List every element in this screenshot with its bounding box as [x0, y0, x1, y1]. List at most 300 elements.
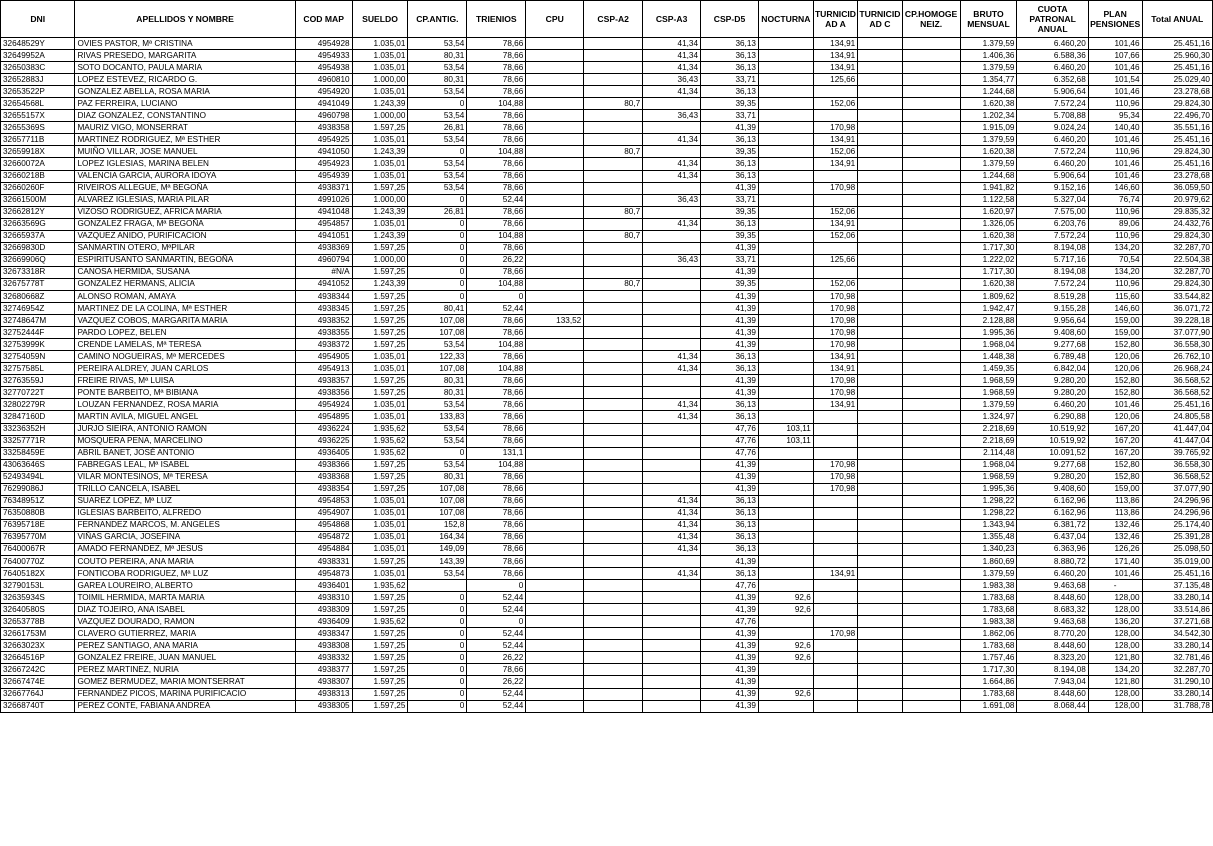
cell-cpu: [526, 652, 584, 664]
cell-sueldo: 1.597,25: [352, 266, 408, 278]
cell-turnicidad-a: [813, 86, 857, 98]
cell-bruto-mensual: 1.406,36: [960, 50, 1017, 62]
cell-cod-map: 4954872: [295, 531, 352, 543]
cell-nocturna: [758, 134, 813, 146]
cell-dni: 32673318R: [1, 266, 75, 278]
cell-nocturna: [758, 303, 813, 315]
cell-csp-a3: [643, 676, 701, 688]
cell-nocturna: 92,6: [758, 592, 813, 604]
cell-cpu: [526, 459, 584, 471]
cell-nocturna: [758, 616, 813, 628]
cell-csp-a3: [643, 266, 701, 278]
cell-turnicidad-c: [858, 254, 902, 266]
cell-sueldo: 1.597,25: [352, 700, 408, 712]
cell-turnicidad-c: [858, 170, 902, 182]
cell-csp-d5: 41,39: [701, 375, 759, 387]
cell-sueldo: 1.935,62: [352, 616, 408, 628]
cell-cod-map: 4938332: [295, 652, 352, 664]
cell-csp-d5: 41,39: [701, 122, 759, 134]
cell-name: GOMEZ BERMUDEZ, MARIA MONTSERRAT: [75, 676, 295, 688]
cell-cpu: [526, 640, 584, 652]
cell-csp-d5: 47,76: [701, 423, 759, 435]
table-row: [1, 568, 1213, 580]
cell-trienios: 26,22: [467, 254, 526, 266]
cell-total-anual: 41.447,04: [1142, 423, 1212, 435]
cell-csp-a3: [643, 230, 701, 242]
cell-bruto-mensual: 1.995,36: [960, 483, 1017, 495]
cell-csp-a3: 41,34: [643, 568, 701, 580]
cell-csp-a2: [584, 170, 643, 182]
cell-csp-a2: [584, 580, 643, 592]
table-row: [1, 170, 1213, 182]
cell-name: GAREA LOUREIRO, ALBERTO: [75, 580, 295, 592]
cell-sueldo: 1.035,01: [352, 495, 408, 507]
cell-nocturna: [758, 628, 813, 640]
cell-plan-pensiones: 134,20: [1088, 266, 1142, 278]
cell-total-anual: 36.558,30: [1142, 339, 1212, 351]
cell-turnicidad-a: 152,06: [813, 230, 857, 242]
cell-name: PEREIRA ALDREY, JUAN CARLOS: [75, 363, 295, 375]
col-header-plan-pensiones: PLAN PENSIONES: [1088, 1, 1142, 38]
cell-total-anual: 22.504,38: [1142, 254, 1212, 266]
cell-trienios: 104,88: [467, 98, 526, 110]
cell-trienios: 78,66: [467, 218, 526, 230]
cell-cod-map: 4954925: [295, 134, 352, 146]
cell-name: PEREZ CONTE, FABIANA ANDREA: [75, 700, 295, 712]
cell-csp-d5: 36,13: [701, 50, 759, 62]
cell-sueldo: 1.000,00: [352, 74, 408, 86]
cell-plan-pensiones: 146,60: [1088, 303, 1142, 315]
cell-csp-d5: 41,39: [701, 483, 759, 495]
cell-trienios: 131,1: [467, 447, 526, 459]
cell-turnicidad-c: [858, 387, 902, 399]
cell-sueldo: 1.597,25: [352, 459, 408, 471]
cell-turnicidad-a: 152,06: [813, 146, 857, 158]
cell-sueldo: 1.243,39: [352, 146, 408, 158]
cell-trienios: 78,66: [467, 399, 526, 411]
cell-cp-homog: [902, 688, 960, 700]
cell-cpu: [526, 170, 584, 182]
cell-csp-a2: [584, 290, 643, 302]
cell-cp-homog: [902, 507, 960, 519]
cell-bruto-mensual: 1.620,38: [960, 278, 1017, 290]
cell-csp-a2: [584, 531, 643, 543]
cell-plan-pensiones: 128,00: [1088, 640, 1142, 652]
cell-cpu: [526, 423, 584, 435]
cell-turnicidad-c: [858, 122, 902, 134]
cell-cp-antig: 0: [408, 676, 467, 688]
cell-turnicidad-c: [858, 242, 902, 254]
cell-csp-d5: 36,13: [701, 519, 759, 531]
cell-name: GONZALEZ FREIRE, JUAN MANUEL: [75, 652, 295, 664]
cell-cpu: [526, 447, 584, 459]
cell-cod-map: 4938358: [295, 122, 352, 134]
col-header-cp-homog: CP.HOMOGENEIZ.: [902, 1, 960, 38]
cell-total-anual: 25.960,30: [1142, 50, 1212, 62]
table-row: [1, 182, 1213, 194]
cell-csp-a2: [584, 568, 643, 580]
cell-turnicidad-c: [858, 98, 902, 110]
table-row: [1, 158, 1213, 170]
cell-turnicidad-a: [813, 507, 857, 519]
cell-dni: 76395718E: [1, 519, 75, 531]
cell-sueldo: 1.035,01: [352, 218, 408, 230]
cell-sueldo: 1.597,25: [352, 592, 408, 604]
cell-plan-pensiones: 107,66: [1088, 50, 1142, 62]
cell-plan-pensiones: 110,96: [1088, 98, 1142, 110]
cell-nocturna: [758, 519, 813, 531]
cell-total-anual: 33.514,86: [1142, 604, 1212, 616]
col-header-turnicidad-c: TURNICIDAD C: [858, 1, 902, 38]
cell-nocturna: [758, 230, 813, 242]
cell-turnicidad-c: [858, 483, 902, 495]
cell-cpu: [526, 266, 584, 278]
cell-cp-homog: [902, 628, 960, 640]
table-row: [1, 375, 1213, 387]
cell-turnicidad-c: [858, 278, 902, 290]
cell-csp-d5: 41,39: [701, 592, 759, 604]
table-row: [1, 435, 1213, 447]
col-header-csp-d5: CSP-D5: [701, 1, 759, 38]
cell-cp-homog: [902, 399, 960, 411]
cell-turnicidad-c: [858, 290, 902, 302]
cell-cpu: [526, 568, 584, 580]
cell-csp-a3: [643, 122, 701, 134]
cell-csp-a3: 41,34: [643, 519, 701, 531]
cell-dni: 32770722T: [1, 387, 75, 399]
table-row: [1, 110, 1213, 122]
cell-cuota-patronal: 8.448,60: [1017, 640, 1088, 652]
cell-dni: 76400067R: [1, 543, 75, 555]
cell-name: CRENDE LAMELAS, Mª TERESA: [75, 339, 295, 351]
cell-turnicidad-a: 170,98: [813, 182, 857, 194]
cell-cod-map: 4941051: [295, 230, 352, 242]
cell-csp-a2: [584, 688, 643, 700]
cell-cp-homog: [902, 194, 960, 206]
cell-turnicidad-c: [858, 459, 902, 471]
cell-total-anual: 35.551,16: [1142, 122, 1212, 134]
cell-csp-a2: [584, 218, 643, 230]
cell-csp-a2: [584, 483, 643, 495]
cell-cp-antig: 0: [408, 218, 467, 230]
cell-csp-d5: 39,35: [701, 146, 759, 158]
cell-sueldo: 1.597,25: [352, 375, 408, 387]
cell-nocturna: 92,6: [758, 604, 813, 616]
cell-dni: 32657711B: [1, 134, 75, 146]
cell-plan-pensiones: 70,54: [1088, 254, 1142, 266]
cell-bruto-mensual: 1.620,38: [960, 98, 1017, 110]
cell-dni: 32763559J: [1, 375, 75, 387]
cell-csp-a3: 41,34: [643, 50, 701, 62]
cell-turnicidad-c: [858, 230, 902, 242]
cell-cp-antig: 53,54: [408, 182, 467, 194]
cell-sueldo: 1.597,25: [352, 303, 408, 315]
cell-csp-a2: [584, 459, 643, 471]
cell-sueldo: 1.035,01: [352, 170, 408, 182]
cell-turnicidad-c: [858, 266, 902, 278]
cell-total-anual: 29.824,30: [1142, 278, 1212, 290]
cell-turnicidad-c: [858, 50, 902, 62]
cell-name: VAZQUEZ ANIDO, PURIFICACION: [75, 230, 295, 242]
cell-cpu: [526, 616, 584, 628]
cell-cuota-patronal: 6.437,04: [1017, 531, 1088, 543]
cell-turnicidad-c: [858, 327, 902, 339]
cell-sueldo: 1.597,25: [352, 628, 408, 640]
cell-csp-a3: 41,34: [643, 351, 701, 363]
cell-cp-antig: 53,54: [408, 399, 467, 411]
cell-nocturna: [758, 375, 813, 387]
cell-total-anual: 41.447,04: [1142, 435, 1212, 447]
cell-csp-a3: [643, 447, 701, 459]
cell-plan-pensiones: 134,20: [1088, 242, 1142, 254]
cell-cpu: [526, 146, 584, 158]
cell-cuota-patronal: 9.024,24: [1017, 122, 1088, 134]
cell-total-anual: 24.296,96: [1142, 507, 1212, 519]
cell-name: RIVAS PRESEDO, MARGARITA: [75, 50, 295, 62]
col-header-sueldo: SUELDO: [352, 1, 408, 38]
cell-plan-pensiones: 101,54: [1088, 74, 1142, 86]
cell-csp-a2: [584, 339, 643, 351]
cell-total-anual: 36.568,52: [1142, 375, 1212, 387]
cell-dni: 32667242C: [1, 664, 75, 676]
cell-name: MARTIN AVILA, MIGUEL ANGEL: [75, 411, 295, 423]
cell-plan-pensiones: 101,46: [1088, 568, 1142, 580]
cell-cpu: [526, 556, 584, 568]
cell-total-anual: 37.077,90: [1142, 327, 1212, 339]
cell-csp-a3: 41,34: [643, 495, 701, 507]
cell-cuota-patronal: 6.588,36: [1017, 50, 1088, 62]
cell-cod-map: 4938345: [295, 303, 352, 315]
table-row: [1, 230, 1213, 242]
cell-name: JURJO SIEIRA, ANTONIO RAMON: [75, 423, 295, 435]
cell-csp-d5: 41,39: [701, 676, 759, 688]
cell-turnicidad-c: [858, 74, 902, 86]
cell-cpu: [526, 122, 584, 134]
cell-name: PEREZ SANTIAGO, ANA MARIA: [75, 640, 295, 652]
cell-csp-a3: 36,43: [643, 110, 701, 122]
cell-sueldo: 1.035,01: [352, 363, 408, 375]
cell-cod-map: 4938347: [295, 628, 352, 640]
table-row: [1, 519, 1213, 531]
cell-bruto-mensual: 1.995,36: [960, 327, 1017, 339]
cell-cuota-patronal: 7.572,24: [1017, 230, 1088, 242]
cell-name: CAMINO NOGUEIRAS, Mª MERCEDES: [75, 351, 295, 363]
cell-cuota-patronal: 6.460,20: [1017, 38, 1088, 50]
cell-dni: 32660218B: [1, 170, 75, 182]
cell-turnicidad-a: 170,98: [813, 375, 857, 387]
cell-cp-antig: 53,54: [408, 339, 467, 351]
table-row: [1, 122, 1213, 134]
cell-total-anual: 23.278,68: [1142, 86, 1212, 98]
cell-turnicidad-c: [858, 411, 902, 423]
cell-csp-d5: 41,39: [701, 182, 759, 194]
cell-cuota-patronal: 9.152,16: [1017, 182, 1088, 194]
cell-cuota-patronal: 6.363,96: [1017, 543, 1088, 555]
cell-cpu: [526, 98, 584, 110]
cell-csp-a3: [643, 556, 701, 568]
cell-nocturna: [758, 471, 813, 483]
cell-name: ALONSO ROMAN, AMAYA: [75, 290, 295, 302]
cell-turnicidad-c: [858, 351, 902, 363]
cell-plan-pensiones: 167,20: [1088, 447, 1142, 459]
cell-cp-antig: 0: [408, 194, 467, 206]
cell-cod-map: 4954895: [295, 411, 352, 423]
table-row: [1, 74, 1213, 86]
cell-name: GONZALEZ FRAGA, Mª BEGOÑA: [75, 218, 295, 230]
cell-trienios: 26,22: [467, 652, 526, 664]
cell-turnicidad-a: 170,98: [813, 339, 857, 351]
cell-plan-pensiones: 159,00: [1088, 327, 1142, 339]
cell-bruto-mensual: 2.218,69: [960, 423, 1017, 435]
cell-sueldo: 1.597,25: [352, 676, 408, 688]
cell-cp-homog: [902, 700, 960, 712]
cell-turnicidad-a: [813, 170, 857, 182]
cell-turnicidad-c: [858, 423, 902, 435]
cell-plan-pensiones: 152,80: [1088, 471, 1142, 483]
cell-plan-pensiones: 101,46: [1088, 158, 1142, 170]
cell-plan-pensiones: 126,26: [1088, 543, 1142, 555]
cell-turnicidad-a: [813, 640, 857, 652]
cell-cp-antig: 0: [408, 592, 467, 604]
cell-total-anual: 24.296,96: [1142, 495, 1212, 507]
cell-csp-a2: [584, 363, 643, 375]
cell-name: IGLESIAS BARBEITO, ALFREDO: [75, 507, 295, 519]
cell-csp-a2: [584, 664, 643, 676]
cell-dni: 52493494L: [1, 471, 75, 483]
table-row: [1, 580, 1213, 592]
cell-csp-d5: 41,39: [701, 327, 759, 339]
cell-name: VIÑAS GARCIA, JOSEFINA: [75, 531, 295, 543]
cell-sueldo: 1.597,25: [352, 387, 408, 399]
cell-cp-antig: 107,08: [408, 483, 467, 495]
cell-cod-map: 4954939: [295, 170, 352, 182]
cell-turnicidad-a: 134,91: [813, 134, 857, 146]
cell-cp-antig: 133,83: [408, 411, 467, 423]
cell-cuota-patronal: 8.194,08: [1017, 664, 1088, 676]
cell-nocturna: [758, 158, 813, 170]
cell-plan-pensiones: 110,96: [1088, 206, 1142, 218]
cell-csp-d5: 41,39: [701, 266, 759, 278]
cell-bruto-mensual: 1.379,59: [960, 38, 1017, 50]
cell-sueldo: 1.000,00: [352, 254, 408, 266]
cell-total-anual: 25.451,16: [1142, 568, 1212, 580]
col-header-total-anual: Total ANUAL: [1142, 1, 1212, 38]
cell-csp-a3: [643, 688, 701, 700]
col-header-cuota-patronal: CUOTA PATRONAL ANUAL: [1017, 1, 1088, 38]
cell-bruto-mensual: 1.379,59: [960, 568, 1017, 580]
cell-csp-a2: [584, 399, 643, 411]
cell-cuota-patronal: 6.460,20: [1017, 134, 1088, 146]
col-header-cpu: CPU: [526, 1, 584, 38]
cell-cp-antig: 80,31: [408, 74, 467, 86]
cell-csp-d5: 47,76: [701, 435, 759, 447]
cell-csp-a2: [584, 242, 643, 254]
cell-cp-homog: [902, 122, 960, 134]
cell-csp-a3: 41,34: [643, 158, 701, 170]
cell-csp-a3: [643, 242, 701, 254]
cell-sueldo: 1.597,25: [352, 688, 408, 700]
cell-csp-d5: 36,13: [701, 38, 759, 50]
cell-sueldo: 1.035,01: [352, 158, 408, 170]
cell-total-anual: 22.496,70: [1142, 110, 1212, 122]
cell-bruto-mensual: 1.379,59: [960, 134, 1017, 146]
table-row: [1, 387, 1213, 399]
cell-cp-antig: 53,54: [408, 110, 467, 122]
table-row: [1, 616, 1213, 628]
cell-trienios: 52,44: [467, 604, 526, 616]
cell-cp-homog: [902, 182, 960, 194]
cell-cp-homog: [902, 423, 960, 435]
cell-cpu: [526, 363, 584, 375]
cell-cuota-patronal: 6.203,76: [1017, 218, 1088, 230]
cell-cpu: [526, 182, 584, 194]
cell-cod-map: 4954920: [295, 86, 352, 98]
cell-sueldo: 1.935,62: [352, 435, 408, 447]
cell-plan-pensiones: 167,20: [1088, 423, 1142, 435]
cell-dni: 32790153L: [1, 580, 75, 592]
cell-bruto-mensual: 1.717,30: [960, 242, 1017, 254]
cell-csp-a2: [584, 604, 643, 616]
cell-plan-pensiones: 134,20: [1088, 664, 1142, 676]
cell-csp-a3: [643, 315, 701, 327]
cell-csp-a3: [643, 700, 701, 712]
cell-cpu: [526, 290, 584, 302]
cell-trienios: 78,66: [467, 38, 526, 50]
table-row: [1, 531, 1213, 543]
cell-trienios: 78,66: [467, 411, 526, 423]
table-row: [1, 206, 1213, 218]
cell-csp-a3: 41,34: [643, 62, 701, 74]
cell-cp-homog: [902, 604, 960, 616]
cell-bruto-mensual: 1.244,68: [960, 170, 1017, 182]
cell-turnicidad-a: 125,66: [813, 74, 857, 86]
cell-csp-a3: [643, 303, 701, 315]
cell-sueldo: 1.597,25: [352, 604, 408, 616]
cell-cp-antig: 0: [408, 242, 467, 254]
cell-trienios: 0: [467, 580, 526, 592]
cell-cod-map: 4954884: [295, 543, 352, 555]
cell-trienios: 78,66: [467, 664, 526, 676]
cell-cp-antig: 26,81: [408, 122, 467, 134]
cell-turnicidad-c: [858, 447, 902, 459]
cell-sueldo: 1.035,01: [352, 86, 408, 98]
cell-cp-antig: 80,31: [408, 471, 467, 483]
cell-total-anual: 37.271,68: [1142, 616, 1212, 628]
cell-cuota-patronal: 10.519,92: [1017, 423, 1088, 435]
cell-cuota-patronal: 8.770,20: [1017, 628, 1088, 640]
cell-csp-a2: [584, 254, 643, 266]
cell-trienios: 78,66: [467, 110, 526, 122]
cell-csp-a3: 41,34: [643, 399, 701, 411]
cell-cp-antig: 149,09: [408, 543, 467, 555]
cell-cod-map: 4936409: [295, 616, 352, 628]
cell-sueldo: 1.000,00: [352, 110, 408, 122]
cell-dni: 76400770Z: [1, 556, 75, 568]
cell-bruto-mensual: 1.448,38: [960, 351, 1017, 363]
cell-cp-antig: 53,54: [408, 86, 467, 98]
cell-name: CLAVERO GUTIERREZ, MARIA: [75, 628, 295, 640]
cell-cp-antig: 80,31: [408, 375, 467, 387]
cell-name: MARTINEZ DE LA COLINA, Mª ESTHER: [75, 303, 295, 315]
cell-total-anual: 29.824,30: [1142, 230, 1212, 242]
cell-name: VAZQUEZ COBOS, MARGARITA MARIA: [75, 315, 295, 327]
cell-dni: 32668740T: [1, 700, 75, 712]
cell-cp-homog: [902, 676, 960, 688]
cell-name: OVIES PASTOR, Mª CRISTINA: [75, 38, 295, 50]
cell-cp-homog: [902, 134, 960, 146]
cell-turnicidad-c: [858, 194, 902, 206]
cell-total-anual: 29.824,30: [1142, 98, 1212, 110]
